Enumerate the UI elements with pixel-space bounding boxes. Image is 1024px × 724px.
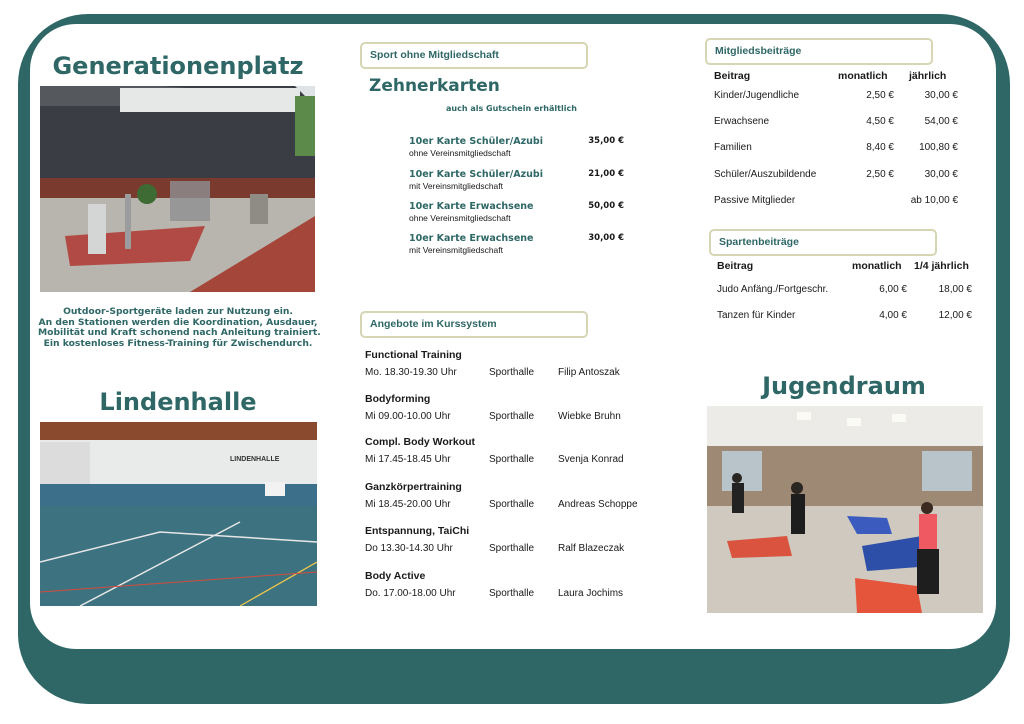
title-generationenplatz: Generationenplatz — [52, 52, 304, 80]
label-angebote-kurssystem: Angebote im Kurssystem — [360, 311, 588, 338]
course-place: Sporthalle — [489, 454, 535, 465]
course-name: Bodyforming — [365, 393, 431, 405]
title-jugendraum: Jugendraum — [762, 372, 926, 400]
card-note: mit Vereinsmitgliedschaft — [409, 245, 504, 255]
course-place: Sporthalle — [489, 499, 535, 510]
course-place: Sporthalle — [489, 367, 535, 378]
card-item — [409, 233, 624, 255]
course-name: Entspannung, TaiChi — [365, 525, 470, 537]
fee-name: Kinder/Jugendliche — [714, 90, 800, 101]
course-name: Functional Training — [365, 349, 462, 361]
fee-monthly: 8,40 € — [866, 142, 894, 153]
course-time: Mo. 18.30-19.30 Uhr — [365, 367, 457, 378]
hall-sign-text: LINDENHALLE — [230, 456, 280, 463]
photo-generationenplatz — [40, 86, 315, 292]
course-place: Sporthalle — [489, 588, 535, 599]
fee-name: Erwachsene — [714, 116, 770, 127]
course-time: Mi 18.45-20.00 Uhr — [365, 499, 451, 510]
fee-monthly: 4,50 € — [866, 116, 894, 127]
course-trainer: Andreas Schoppe — [558, 499, 638, 510]
card-note: mit Vereinsmitgliedschaft — [409, 181, 504, 191]
fee-monthly: 2,50 € — [866, 90, 894, 101]
fee-name: Schüler/Auszubildende — [714, 169, 817, 180]
fee-yearly: 30,00 € — [924, 169, 958, 180]
sparten-head-beitrag: Beitrag — [717, 260, 754, 272]
sparten-name: Judo Anfäng./Fortgeschr. — [717, 284, 829, 295]
course-name: Body Active — [365, 570, 426, 582]
sparten-head-quarterly: 1/4 jährlich — [914, 260, 969, 272]
card-name: 10er Karte Erwachsene — [409, 233, 534, 244]
course-item — [365, 436, 665, 468]
card-name: 10er Karte Erwachsene — [409, 201, 534, 212]
label-mitgliedsbeitraege: Mitgliedsbeiträge — [705, 38, 933, 65]
fee-yearly: ab 10,00 € — [910, 195, 958, 206]
fee-yearly: 30,00 € — [924, 90, 958, 101]
generationenplatz-caption: Outdoor-Sportgeräte laden zur Nutzung ein. An den Stationen werden die Koordination, Ausdauer, Mobilität und Kraft schonend nach Anleitung trainiert. Ein kostenloses Fitness-Training für Zwischendurch. — [38, 306, 321, 349]
sparten-name: Tanzen für Kinder — [717, 310, 796, 321]
card-note: ohne Vereinsmitgliedschaft — [409, 213, 511, 223]
sparten-quarterly: 18,00 € — [938, 284, 972, 295]
course-item — [365, 481, 665, 513]
fees-head-beitrag: Beitrag — [714, 70, 751, 82]
card-note: ohne Vereinsmitgliedschaft — [409, 148, 511, 158]
fee-monthly: 2,50 € — [866, 169, 894, 180]
course-name: Compl. Body Workout — [365, 436, 476, 448]
sparten-monthly: 4,00 € — [879, 310, 907, 321]
fee-name: Familien — [714, 142, 752, 153]
course-time: Mi 17.45-18.45 Uhr — [365, 454, 451, 465]
course-time: Do. 17.00-18.00 Uhr — [365, 588, 456, 599]
course-time: Do 13.30-14.30 Uhr — [365, 543, 453, 554]
card-name: 10er Karte Schüler/Azubi — [409, 169, 543, 180]
zehnerkarten-subtitle: auch als Gutschein erhältlich — [446, 104, 577, 113]
course-item — [365, 570, 665, 602]
course-trainer: Svenja Konrad — [558, 454, 624, 465]
fee-name: Passive Mitglieder — [714, 195, 796, 206]
course-trainer: Ralf Blazeczak — [558, 543, 625, 554]
course-trainer: Wiebke Bruhn — [558, 411, 621, 422]
fees-head-yearly: jährlich — [909, 70, 947, 82]
course-time: Mi 09.00-10.00 Uhr — [365, 411, 451, 422]
card-item — [409, 169, 624, 191]
fee-yearly: 54,00 € — [924, 116, 958, 127]
card-item — [409, 201, 624, 223]
label-sport-ohne-mitgliedschaft: Sport ohne Mitgliedschaft — [360, 42, 588, 69]
photo-lindenhalle — [40, 422, 317, 606]
course-trainer: Filip Antoszak — [558, 367, 620, 378]
course-item — [365, 525, 665, 557]
sparten-monthly: 6,00 € — [879, 284, 907, 295]
course-trainer: Laura Jochims — [558, 588, 624, 599]
card-price: 21,00 € — [588, 169, 624, 179]
course-place: Sporthalle — [489, 543, 535, 554]
title-lindenhalle: Lindenhalle — [99, 388, 257, 416]
fees-head-monthly: monatlich — [838, 70, 888, 82]
photo-jugendraum — [707, 406, 983, 613]
card-name: 10er Karte Schüler/Azubi — [409, 136, 543, 147]
card-price: 30,00 € — [588, 233, 624, 243]
card-item — [409, 136, 624, 158]
fee-yearly: 100,80 € — [919, 142, 958, 153]
sparten-head-monthly: monatlich — [852, 260, 902, 272]
card-price: 50,00 € — [588, 201, 624, 211]
sparten-quarterly: 12,00 € — [938, 310, 972, 321]
card-price: 35,00 € — [588, 136, 624, 146]
course-item — [365, 349, 665, 381]
course-place: Sporthalle — [489, 411, 535, 422]
zehnerkarten-title: Zehnerkarten — [369, 76, 500, 96]
course-item — [365, 393, 665, 425]
course-name: Ganzkörpertraining — [365, 481, 462, 493]
label-spartenbeitraege: Spartenbeiträge — [709, 229, 937, 256]
